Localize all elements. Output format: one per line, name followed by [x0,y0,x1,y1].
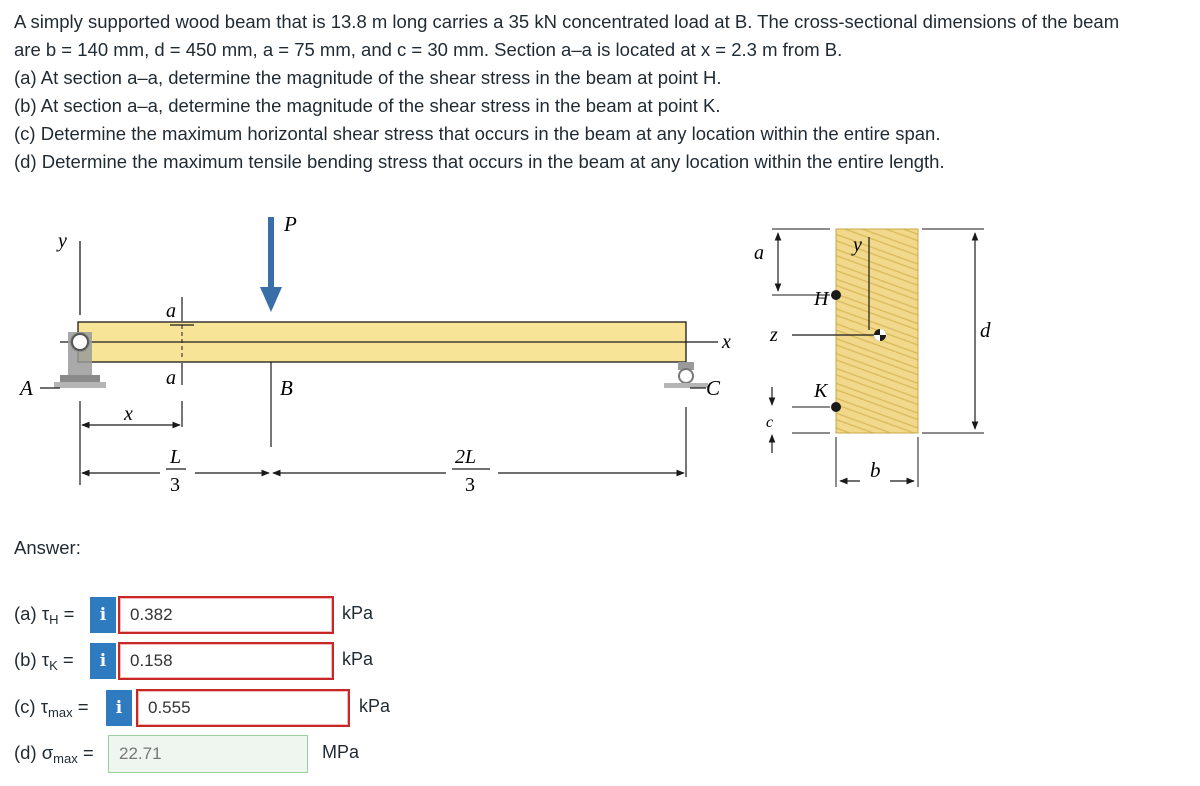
problem-line-1: A simply supported wood beam that is 13.8 m long carries a 35 kN concentrated load at B. The cross-sectional dimensions of the beam [14,11,1120,32]
answer-a-unit: kPa [342,603,374,623]
answer-c-label: (c) $\tau_{max}$ = [14,696,89,720]
point-k [831,402,841,412]
answer-b-unit: kPa [342,649,374,669]
answer-a-label: (a) $\tau_H$ = [14,603,75,627]
dimension-b-label: b [870,458,881,482]
problem-part-b: (b) At section a–a, determine the magnitude of the shear stress in the beam at point K. [14,95,721,116]
answer-b-input[interactable] [118,642,334,680]
dimension-d-label: d [980,318,991,342]
answer-label: Answer: [14,537,81,558]
answer-b-label: (b) $\tau_K$ = [14,649,74,673]
dimension-l-numerator: L [170,446,182,468]
answer-a-input[interactable] [118,596,334,634]
answer-row-b [14,642,74,680]
answer-c-unit: kPa [359,696,391,716]
answer-row-c [14,689,89,727]
point-k-label: K [814,380,828,402]
section-y-label: y [853,234,862,256]
problem-statement [14,8,1194,176]
dimension-2l-numerator: 2L [455,446,477,468]
dimension-x-label: x [124,403,133,425]
answer-c-input[interactable] [136,689,350,727]
cross-section [769,229,918,433]
section-label-bottom: a [166,367,176,389]
label-a: A [20,376,33,400]
answer-d-unit: MPa [322,742,360,762]
dimension-2l-denominator: 3 [465,474,475,496]
problem-line-2: are b = 140 mm, d = 450 mm, a = 75 mm, and c = 30 mm. Section a–a is located at x = 2.3 m from B. [14,39,843,60]
label-b: B [280,376,293,400]
problem-part-d: (d) Determine the maximum tensile bending stress that occurs in the beam at any location within the entire length. [14,151,945,172]
info-button-b[interactable]: i [90,643,116,679]
y-axis-label: y [58,230,67,252]
label-c: C [706,376,721,400]
info-button-a[interactable]: i [90,597,116,633]
answer-row-d [14,735,94,773]
load-p-arrow [260,217,282,312]
dimension-a-label: a [754,242,764,264]
beam-figure [0,195,1200,505]
problem-part-a: (a) At section a–a, determine the magnitude of the shear stress in the beam at point H. [14,67,722,88]
dimension-c-label: c [766,414,774,431]
answer-row-a [14,596,74,634]
point-h [831,290,841,300]
dimension-l-denominator: 3 [170,474,180,496]
z-axis-label: z [770,324,778,346]
point-h-label: H [814,288,829,310]
answer-d-input [108,735,308,773]
x-axis-label: x [722,331,731,353]
info-button-c[interactable]: i [106,690,132,726]
answer-d-label: (d) $\sigma_{max}$ = [14,742,94,766]
load-label-p: P [284,212,297,236]
roller-support-c [664,362,708,388]
problem-part-c: (c) Determine the maximum horizontal shear stress that occurs in the beam at any location within the entire span. [14,123,941,144]
section-label-top: a [166,300,176,322]
